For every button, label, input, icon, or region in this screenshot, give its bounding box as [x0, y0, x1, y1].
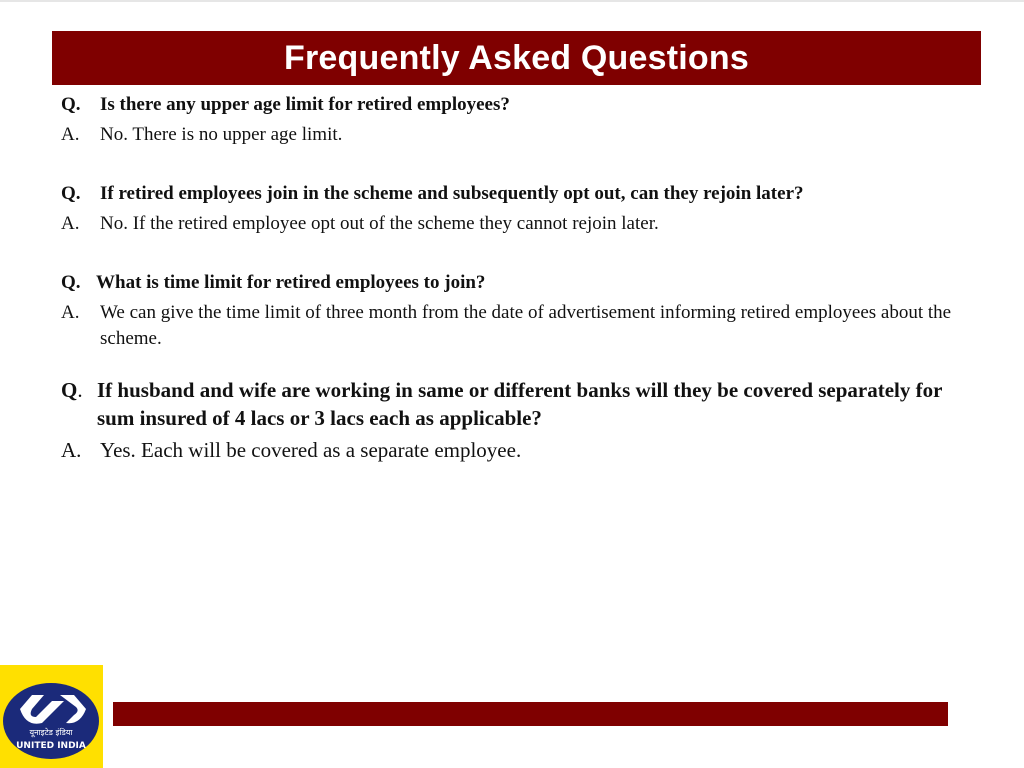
answer-marker: A. [61, 302, 80, 323]
faq-question-1 [61, 92, 961, 118]
answer-marker: A. [61, 438, 82, 462]
faq-answer-3 [61, 300, 961, 352]
faq-list [61, 92, 961, 464]
question-text: Is there any upper age limit for retired employees? [100, 94, 510, 115]
question-text: What is time limit for retired employees to join? [96, 272, 486, 293]
question-text: If husband and wife are working in same or different banks will they be covered separately for sum insured of 4 lacs or 3 lacs each as applicable? [97, 378, 943, 430]
question-marker: Q. [61, 183, 81, 204]
question-marker-letter: Q [61, 378, 78, 402]
answer-text: No. If the retired employee opt out of the scheme they cannot rejoin later. [100, 213, 659, 234]
faq-answer-2 [61, 211, 961, 237]
footer-bar [113, 702, 948, 726]
question-marker: Q. [61, 94, 81, 115]
answer-text: We can give the time limit of three month from the date of advertisement informing retired employees about the scheme. [100, 302, 952, 349]
answer-marker: A. [61, 213, 80, 234]
question-text: If retired employees join in the scheme and subsequently opt out, can they rejoin later? [100, 183, 804, 204]
logo-english-text: UNITED INDIA [16, 741, 86, 751]
question-marker [61, 376, 97, 404]
answer-text: No. There is no upper age limit. [100, 124, 343, 145]
page-title: Frequently Asked Questions [284, 38, 749, 77]
question-marker: Q. [61, 272, 81, 293]
faq-answer-1 [61, 122, 961, 148]
faq-question-2 [61, 181, 961, 207]
logo-hindi-text: यूनाइटेड इंडिया [29, 728, 73, 737]
faq-answer-4 [61, 436, 961, 464]
logo-graphic [0, 665, 103, 768]
question-marker-dot: . [77, 378, 83, 402]
faq-question-3 [61, 270, 961, 296]
answer-marker: A. [61, 124, 80, 145]
answer-text: Yes. Each will be covered as a separate employee. [100, 438, 522, 462]
united-india-logo [0, 665, 103, 768]
top-divider [0, 0, 1024, 2]
faq-question-4 [61, 376, 961, 432]
title-bar [52, 31, 981, 85]
